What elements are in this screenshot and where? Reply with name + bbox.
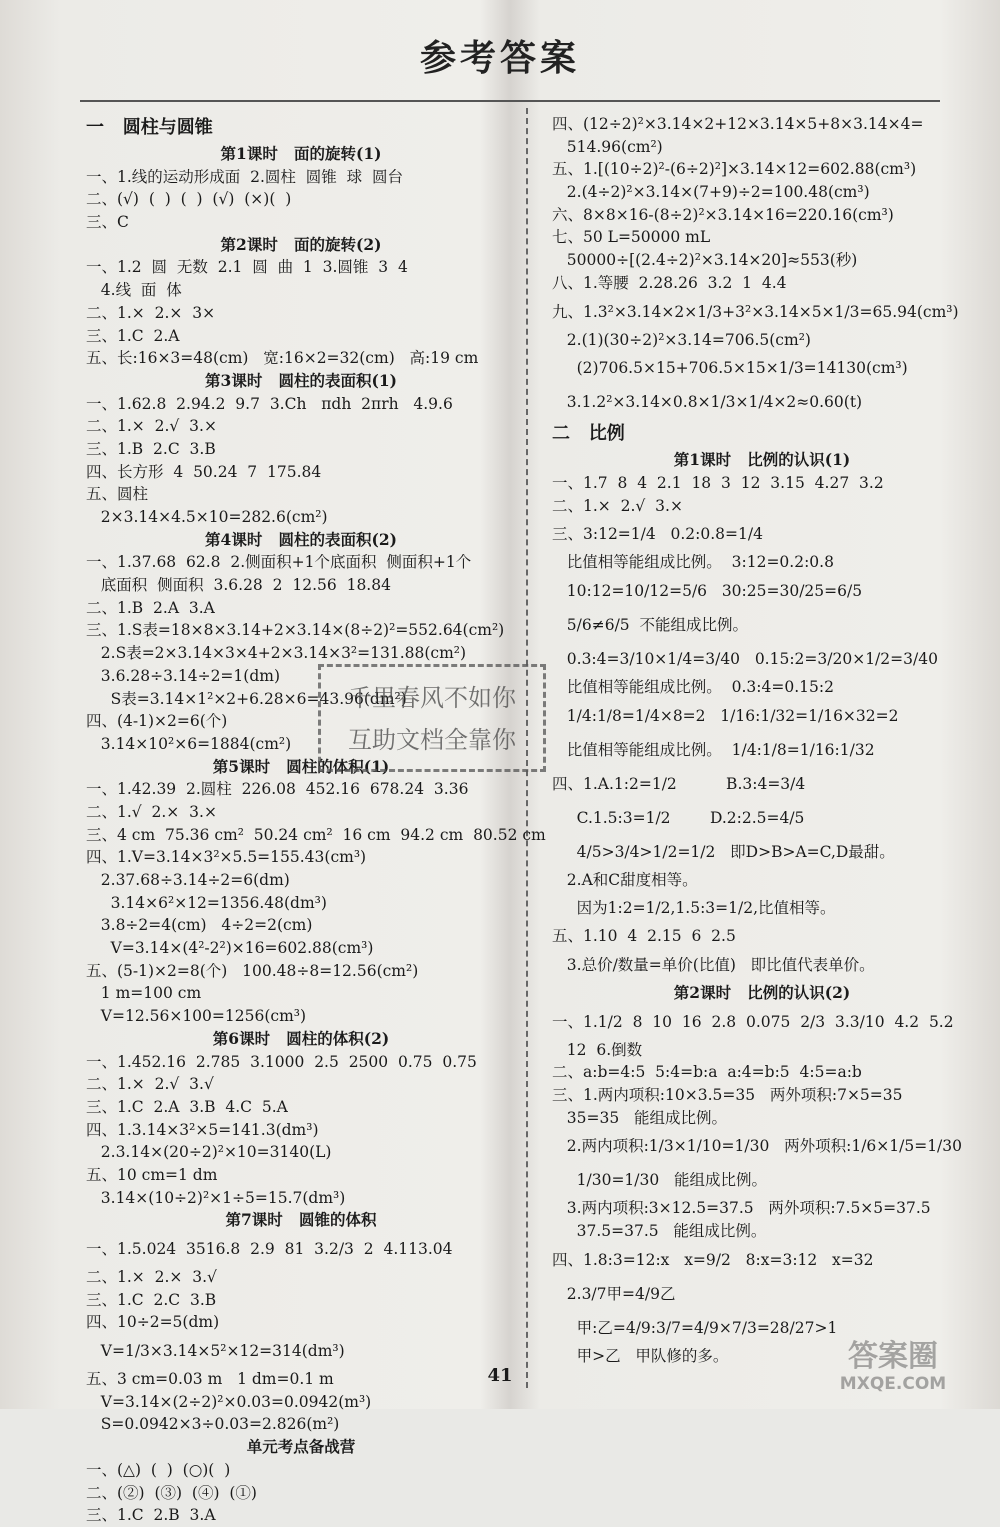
answer-line: 一、1.37.68 62.8 2.侧面积+1个底面积 侧面积+1个 [86, 553, 472, 572]
answer-line: 二、1.× 2.√ 3.√ [86, 1075, 214, 1094]
answer-line: 二、1.B 2.A 3.A [86, 598, 215, 617]
logo-text: 答案圈 [848, 1339, 938, 1374]
answer-line: 35=35 能组成比例。 [552, 1108, 727, 1127]
answer-line: 50000÷[(2.4÷2)²×3.14×20]≈553(秒) [552, 251, 858, 270]
answer-line: 三、1.C 2.B 3.A [86, 1506, 216, 1525]
answer-line: 0.3:4=3/10×1/4=3/40 0.15:2=3/20×1/2=3/40 [552, 649, 938, 668]
lesson-heading: 第1课时 比例的认识(1) [673, 450, 851, 470]
answer-line: 二、1.× 2.× 3.√ [86, 1268, 217, 1286]
lesson-heading: 第5课时 圆柱的体积(1) [212, 756, 390, 776]
answer-line: 三、1.C 2.C 3.B [86, 1290, 217, 1309]
answer-line: (2)706.5×15+706.5×15×1/3=14130(cm³) [552, 359, 908, 378]
answer-line: 五、(5-1)×2=8(个) 100.48÷8=12.56(cm²) [86, 961, 419, 980]
answer-line: 一、1.452.16 2.785 3.1000 2.5 2500 0.75 0.75 [86, 1052, 477, 1071]
answer-line: 三、1.S表=18×8×3.14+2×3.14×(8÷2)²=552.64(cm²) [86, 621, 505, 640]
answer-line: 四、1.8:3=12:x x=9/2 8:x=3:12 x=32 [552, 1250, 874, 1269]
answer-line: 比值相等能组成比例。 3:12=0.2:0.8 [552, 553, 834, 572]
unit-heading: 一 圆柱与圆锥 [86, 117, 213, 138]
answer-line: 一、1.5.024 3516.8 2.9 81 3.2/3 2 4.113.04 [86, 1240, 453, 1258]
answer-line: V=12.56×100=1256(cm³) [86, 1007, 307, 1026]
answer-line: S=0.0942×3÷0.03=2.826(m²) [86, 1415, 340, 1434]
answer-line: 四、(4-1)×2=6(个) [86, 712, 228, 731]
answer-line: 3.总价/数量=单价(比值) 即比值代表单价。 [552, 956, 875, 974]
answer-line: 2.(1)(30÷2)²×3.14=706.5(cm²) [552, 330, 811, 349]
answer-line: 比值相等能组成比例。 0.3:4=0.15:2 [552, 677, 834, 696]
answer-line: 五、10 cm=1 dm [86, 1165, 218, 1184]
logo-url: MXQE.COM [839, 1374, 947, 1394]
title-rule [80, 100, 940, 102]
answer-line: 4.线 面 体 [86, 281, 182, 300]
answer-line: 四、10÷2=5(dm) [86, 1313, 220, 1332]
answer-line: 10:12=10/12=5/6 30:25=30/25=6/5 [552, 581, 863, 600]
answer-line: 2.A和C甜度相等。 [552, 870, 698, 889]
answer-line: 一、1.2 圆 无数 2.1 圆 曲 1 3.圆锥 3 4 [86, 258, 408, 277]
answer-line: 比值相等能组成比例。 1/4:1/8=1/16:1/32 [552, 740, 875, 759]
stamp-line-1: 千里春风不如你 [348, 684, 516, 712]
answer-line: 一、1.7 8 4 2.1 18 3 12 3.15 4.27 3.2 [552, 473, 884, 492]
answer-line: 2.两内项积:1/3×1/10=1/30 两外项积:1/6×1/5=1/30 [552, 1137, 963, 1156]
answer-line: V=3.14×(2÷2)²×0.03=0.0942(m³) [86, 1392, 372, 1411]
unit-heading: 二 比例 [552, 423, 625, 445]
answer-line: 二、a:b=4:5 5:4=b:a a:4=b:5 4:5=a:b [552, 1063, 862, 1082]
lesson-heading: 第4课时 圆柱的表面积(2) [205, 529, 397, 549]
answer-line: 五、1.10 4 2.15 6 2.5 [552, 927, 736, 946]
answer-line: 一、(△) ( ) (○)( ) [86, 1460, 231, 1479]
answer-line: 4/5>3/4>1/2=1/2 即D>B>A=C,D最甜。 [552, 842, 895, 861]
answer-line: 3.8÷2=4(cm) 4÷2=2(cm) [86, 916, 313, 935]
answer-line: 5/6≠6/5 不能组成比例。 [552, 615, 749, 634]
answer-line: 1/30=1/30 能组成比例。 [552, 1171, 768, 1190]
lesson-heading: 第7课时 圆锥的体积 [225, 1210, 377, 1230]
answer-line: 一、1.线的运动形成面 2.圆柱 圆锥 球 圆台 [86, 167, 403, 186]
answer-line: 五、1.[(10÷2)²-(6÷2)²]×3.14×12=602.88(cm³) [552, 160, 917, 179]
lesson-heading: 第1课时 面的旋转(1) [220, 144, 382, 163]
answer-line: 3.6.28÷3.14÷2=1(dm) [86, 666, 280, 685]
answer-line: 四、1.3.14×3²×5=141.3(dm³) [86, 1120, 319, 1139]
right-column [552, 113, 972, 1368]
site-logo [798, 1340, 988, 1400]
answer-line: 二、1.× 2.√ 3.× [86, 417, 217, 436]
answer-line: 五、圆柱 [86, 485, 149, 504]
answer-line: 二、1.√ 2.× 3.× [86, 802, 217, 821]
page-title: 参考答案 [419, 38, 580, 79]
watermark-stamp [318, 664, 546, 772]
answer-line: 1/4:1/8=1/4×8=2 1/16:1/32=1/16×32=2 [552, 706, 899, 725]
answer-line: 1 m=100 cm [86, 984, 202, 1003]
answer-line: 一、1.42.39 2.圆柱 226.08 452.16 678.24 3.36 [86, 780, 469, 799]
lesson-heading: 第2课时 比例的认识(2) [673, 983, 851, 1002]
answer-line: 三、4 cm 75.36 cm² 50.24 cm² 16 cm 94.2 cm 80.52 cm [86, 825, 546, 844]
answer-line: 甲:乙=4/9:3/7=4/9×7/3=28/27>1 [552, 1318, 838, 1337]
page-number: 41 [487, 1365, 513, 1386]
answer-line: 2×3.14×4.5×10=282.6(cm²) [86, 508, 328, 526]
answer-line: 2.3/7甲=4/9乙 [552, 1284, 676, 1303]
answer-line: 五、长:16×3=48(cm) 宽:16×2=32(cm) 高:19 cm [86, 349, 479, 368]
answer-line: 3.14×10²×6=1884(cm²) [86, 734, 292, 753]
answer-line: 甲>乙 甲队修的多。 [552, 1346, 729, 1365]
answer-line: 底面积 侧面积 3.6.28 2 12.56 18.84 [86, 576, 391, 595]
answer-line: 八、1.等腰 2.28.26 3.2 1 4.4 [552, 273, 787, 292]
answer-line: 四、(12÷2)²×3.14×2+12×3.14×5+8×3.14×4= [552, 115, 924, 133]
lesson-heading: 第6课时 圆柱的体积(2) [212, 1028, 390, 1048]
answer-line: 2.S表=2×3.14×3×4+2×3.14×3²=131.88(cm²) [86, 644, 467, 663]
answer-line: 二、(②) (③) (④) (①) [86, 1483, 257, 1502]
answer-line: V=1/3×3.14×5²×12=314(dm³) [86, 1342, 345, 1361]
answer-line: 3.两内项积:3×12.5=37.5 两外项积:7.5×5=37.5 [552, 1199, 931, 1218]
answer-line: 二、1.× 2.× 3× [86, 303, 216, 322]
answer-line: 12 6.倒数 [552, 1040, 643, 1059]
answer-line: 2.(4÷2)²×3.14×(7+9)÷2=100.48(cm³) [552, 183, 870, 202]
lesson-heading: 单元考点备战营 [246, 1437, 356, 1457]
answer-line: 三、3:12=1/4 0.2:0.8=1/4 [552, 525, 763, 544]
answer-line: 四、1.V=3.14×3²×5.5=155.43(cm³) [86, 848, 367, 867]
answer-line: C.1.5:3=1/2 D.2:2.5=4/5 [552, 808, 805, 827]
answer-line: 九、1.3²×3.14×2×1/3+3²×3.14×5×1/3=65.94(cm³) [552, 302, 959, 321]
stamp-line-2: 互助文档全靠你 [348, 726, 516, 754]
answer-line: V=3.14×(4²-2²)×16=602.88(cm³) [86, 939, 374, 958]
answer-line: 四、长方形 4 50.24 7 175.84 [86, 462, 322, 481]
answer-line: 二、(√) ( ) ( ) (√) (×)( ) [86, 190, 292, 209]
answer-line: 三、1.两内项积:10×3.5=35 两外项积:7×5=35 [552, 1086, 903, 1105]
lesson-heading: 第2课时 面的旋转(2) [220, 234, 382, 254]
answer-line: 一、1.1/2 8 10 16 2.8 0.075 2/3 3.3/10 4.2 5.2 [552, 1012, 954, 1031]
answer-line: 三、1.C 2.A 3.B 4.C 5.A [86, 1097, 288, 1116]
answer-line: 2.3.14×(20÷2)²×10=3140(L) [86, 1143, 332, 1162]
answer-line: 一、1.62.8 2.94.2 9.7 3.Ch πdh 2πrh 4.9.6 [86, 394, 453, 413]
answer-line: 五、3 cm=0.03 m 1 dm=0.1 m [86, 1370, 334, 1389]
answer-line: 三、1.C 2.A [86, 326, 180, 345]
answer-line: 3.14×6²×12=1356.48(dm³) [86, 893, 327, 912]
answer-line: 因为1:2=1/2,1.5:3=1/2,比值相等。 [552, 899, 836, 918]
answer-line: 37.5=37.5 能组成比例。 [552, 1222, 767, 1241]
answer-line: S表=3.14×1²×2+6.28×6=43.96(dm²) [86, 689, 407, 708]
answer-line: 2.37.68÷3.14÷2=6(dm) [86, 871, 290, 889]
answer-line: 514.96(cm²) [552, 137, 663, 156]
answer-line: 3.1.2²×3.14×0.8×1/3×1/4×2≈0.60(t) [552, 393, 863, 412]
left-column [86, 113, 546, 1527]
answer-line: 二、1.× 2.√ 3.× [552, 496, 683, 515]
answer-line: 三、C [86, 213, 129, 232]
answer-line: 三、1.B 2.C 3.B [86, 439, 216, 458]
answer-line: 七、50 L=50000 mL [552, 228, 711, 247]
answer-line: 四、1.A.1:2=1/2 B.3:4=3/4 [552, 774, 806, 793]
answer-line: 六、8×8×16-(8÷2)²×3.14×16=220.16(cm³) [552, 205, 894, 224]
answer-line: 3.14×(10÷2)²×1÷5=15.7(dm³) [86, 1188, 346, 1207]
lesson-heading: 第3课时 圆柱的表面积(1) [205, 370, 397, 390]
